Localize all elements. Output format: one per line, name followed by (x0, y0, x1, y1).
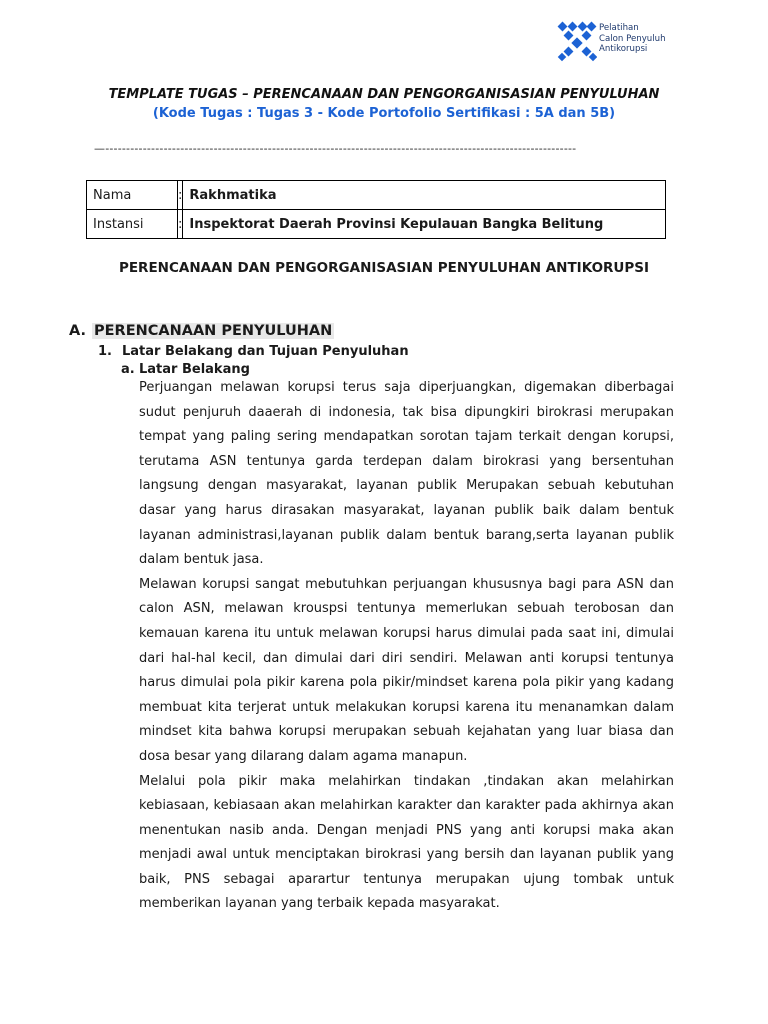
item-1-heading (98, 344, 409, 359)
name-value: Rakhmatika (183, 181, 666, 210)
sub-a-number: a. (121, 362, 135, 377)
x-mark-logo-icon (557, 20, 597, 62)
item-1-number: 1. (98, 344, 112, 359)
table-row (87, 210, 666, 239)
instansi-value: Inspektorat Daerah Provinsi Kepulauan Bangka Belitung (183, 210, 666, 239)
instansi-label: Instansi (87, 210, 178, 239)
separator-line: —----------------------------------------------------------------------------------------------------------------- (94, 142, 577, 155)
logo-line-1: Pelatihan (599, 23, 639, 33)
document-title: TEMPLATE TUGAS – PERENCANAAN DAN PENGORGANISASIAN PENYULUHAN (108, 87, 660, 102)
logo-line-2: Calon Penyuluh (599, 33, 666, 44)
main-heading: PERENCANAAN DAN PENGORGANISASIAN PENYULUHAN ANTIKORUPSI (118, 260, 650, 276)
info-table (86, 180, 666, 239)
paragraph-1: Perjuangan melawan korupsi terus saja diperjuangkan, digemakan diberbagai sudut penjuruh daaerah di indonesia, tak bisa dipungkiri birokrasi merupakan tempat yang paling sering mendapatkan sorotan tajam terkait dengan korupsi, terutama ASN tentunya garda terdepan dalam birokrasi yang bersentuhan langsung dengan masyarakat, layanan publik Merupakan sebuah kebutuhan dasar yang harus dirasakan masyarakat, layanan publik baik dalam bentuk layanan administrasi,layanan publik dalam bentuk barang,serta layanan publik dalam bentuk jasa. (139, 380, 674, 568)
table-row (87, 181, 666, 210)
body-text (139, 376, 674, 917)
logo-line-3: Antikorupsi (599, 44, 648, 54)
document-subtitle: (Kode Tugas : Tugas 3 - Kode Portofolio Sertifikasi : 5A dan 5B) (152, 106, 616, 121)
logo (557, 20, 677, 64)
paragraph-3: Melalui pola pikir maka melahirkan tindakan ,tindakan akan melahirkan kebiasaan, kebiasaan akan melahirkan karakter dan karakter pada akhirnya akan menentukan nasib anda. Dengan menjadi PNS yang anti korupsi maka akan menjadi awal untuk menciptakan birokrasi yang bersih dan layanan publik yang baik, PNS sebagai aparartur tentunya merupakan ujung tombak untuk memberikan layanan yang terbaik kepada masyarakat. (139, 773, 674, 912)
paragraph-2: Melawan korupsi sangat mebutuhkan perjuangan khususnya bagi para ASN dan calon ASN, melawan krouspsi tentunya memerlukan sebuah terobosan dan kemauan karena itu untuk melawan korupsi harus dimulai pada saat ini, dimulai dari hal-hal kecil, dan dimulai dari diri sendiri. Melawan anti korupsi tentunya harus dimulai pola pikir karena pola pikir/mindset karena pola pikir yang kadang membuat kita terjerat untuk melakukan korupsi karena itu menanamkan dalam mindset kita bahwa korupsi merupakan sebuah kejahatan yang luar biasa dan dosa besar yang dilarang dalam agama manapun. (139, 576, 674, 764)
colon-separator: : (178, 181, 183, 210)
name-label: Nama (87, 181, 178, 210)
sub-a-title: Latar Belakang (139, 362, 250, 377)
item-1-title: Latar Belakang dan Tujuan Penyuluhan (122, 344, 409, 359)
sub-a-heading (121, 362, 250, 377)
section-a-heading (69, 323, 334, 339)
colon-separator: : (178, 210, 183, 239)
section-a-title: PERENCANAAN PENYULUHAN (94, 323, 333, 339)
section-a-number: A. (69, 323, 86, 339)
